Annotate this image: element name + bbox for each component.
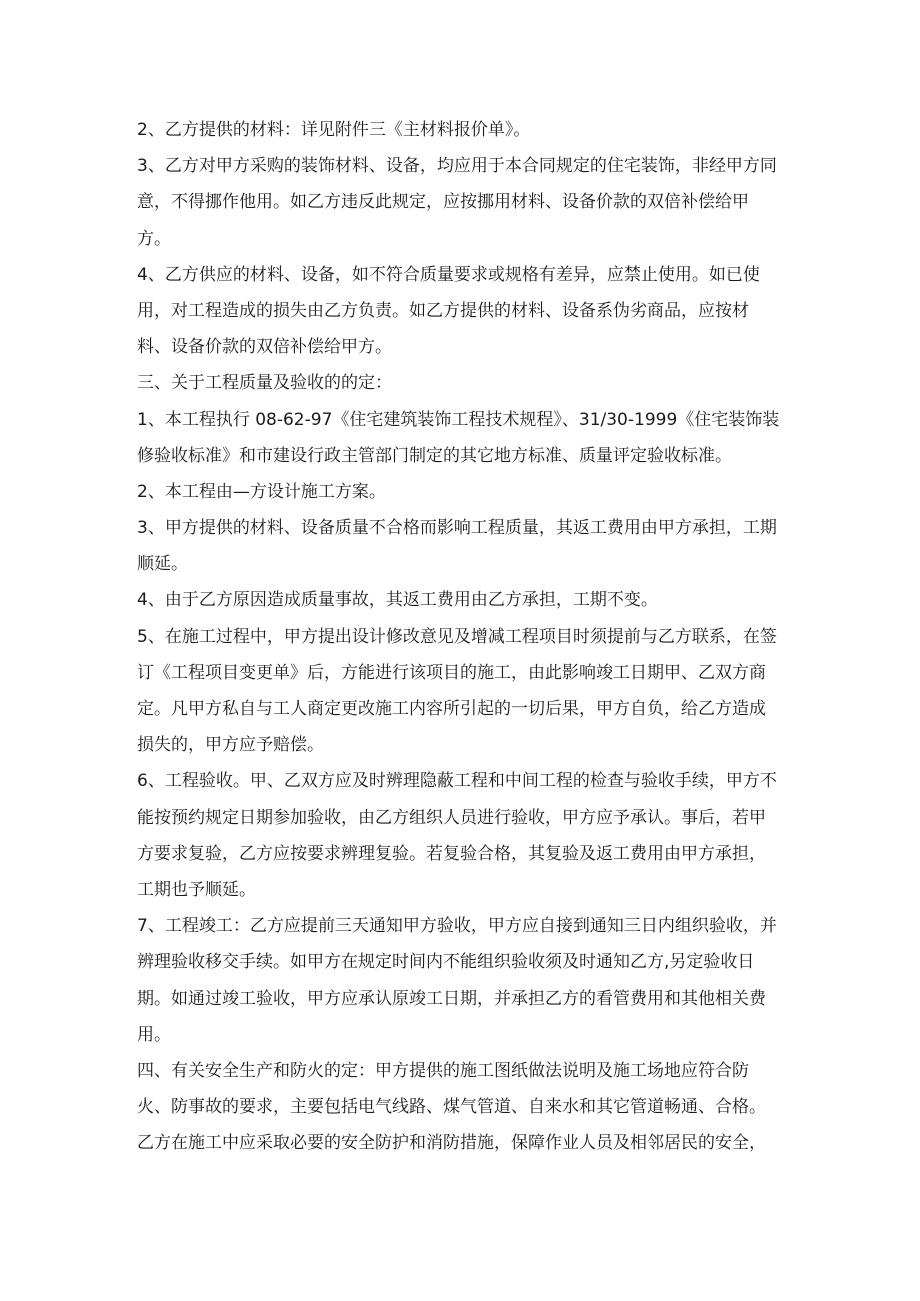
text-line: 订《工程项目变更单》后，方能进行该项目的施工，由此影响竣工日期甲、乙双方商	[137, 662, 766, 683]
text-line: 2、本工程由—方设计施工方案。	[137, 481, 386, 502]
text-line: 2、乙方提供的材料：详见附件三《主材料报价单》。	[137, 120, 531, 140]
text-line: 四、有关安全生产和防火的定：甲方提供的施工图纸做法说明及施工场地应符合防	[137, 1060, 749, 1081]
text-line: 辨理验收移交手续。如甲方在规定时间内不能组织验收须及时通知乙方,另定验收日	[137, 952, 755, 973]
paragraph	[137, 582, 783, 618]
text-line: 4、乙方供应的材料、设备，如不符合质量要求或规格有差异，应禁止使用。如已使	[137, 264, 760, 285]
paragraph	[137, 510, 783, 582]
paragraph	[137, 908, 783, 1053]
paragraph	[137, 474, 783, 510]
text-line: 三、关于工程质量及验收的的定：	[137, 373, 392, 394]
text-line: 顺延。	[137, 554, 188, 575]
text-line: 5、在施工过程中，甲方提出设计修改意见及增减工程项目时须提前与乙方联系，在签	[137, 626, 777, 647]
text-line: 用。	[137, 1024, 171, 1045]
text-line: 能按预约规定日期参加验收，由乙方组织人员进行验收，甲方应予承认。事后，若甲	[137, 807, 766, 828]
text-line: 1、本工程执行 08-62-97《住宅建筑装饰工程技术规程》、31/30-1999《住宅装饰装	[137, 409, 780, 430]
text-line: 修验收标准》和市建设行政主管部门制定的其它地方标准、质量评定验收标准。	[137, 445, 732, 466]
paragraph	[137, 763, 783, 908]
paragraph	[137, 1053, 783, 1162]
text-line: 3、甲方提供的材料、设备质量不合格而影响工程质量，其返工费用由甲方承担，工期	[137, 518, 777, 539]
paragraph	[137, 112, 783, 148]
paragraph	[137, 402, 783, 474]
text-line: 料、设备价款的双倍补偿给甲方。	[137, 337, 392, 358]
text-line: 3、乙方对甲方采购的装饰材料、设备，均应用于本合同规定的住宅装饰，非经甲方同	[137, 156, 777, 177]
text-line: 方。	[137, 228, 171, 249]
paragraph	[137, 257, 783, 366]
paragraph	[137, 619, 783, 764]
text-line: 损失的，甲方应予赔偿。	[137, 735, 324, 756]
text-line: 工期也予顺延。	[137, 879, 256, 900]
text-line: 乙方在施工中应采取必要的安全防护和消防措施，保障作业人员及相邻居民的安全，	[137, 1133, 766, 1154]
text-line: 用，对工程造成的损失由乙方负责。如乙方提供的材料、设备系伪劣商品，应按材	[137, 300, 749, 321]
text-line: 7、工程竣工：乙方应提前三天通知甲方验收，甲方应自接到通知三日内组织验收，并	[137, 916, 777, 937]
text-line: 定。凡甲方私自与工人商定更改施工内容所引起的一切后果，甲方自负，给乙方造成	[137, 699, 766, 719]
text-line: 火、防事故的要求，主要包括电气线路、煤气管道、自来水和其它管道畅通、合格。	[137, 1097, 766, 1118]
paragraph	[137, 365, 783, 401]
text-line: 方要求复验，乙方应按要求辨理复验。若复验合格，其复验及返工费用由甲方承担，	[137, 843, 766, 864]
document-body	[137, 112, 783, 1161]
text-line: 期。如通过竣工验收，甲方应承认原竣工日期，并承担乙方的看管费用和其他相关费	[137, 988, 766, 1009]
text-line: 6、工程验收。甲、乙双方应及时辨理隐蔽工程和中间工程的检查与验收手续，甲方不	[137, 771, 777, 792]
text-line: 4、由于乙方原因造成质量事故，其返工费用由乙方承担，工期不变。	[137, 590, 658, 611]
paragraph	[137, 148, 783, 257]
text-line: 意，不得挪作他用。如乙方违反此规定，应按挪用材料、设备价款的双倍补偿给甲	[137, 192, 749, 213]
